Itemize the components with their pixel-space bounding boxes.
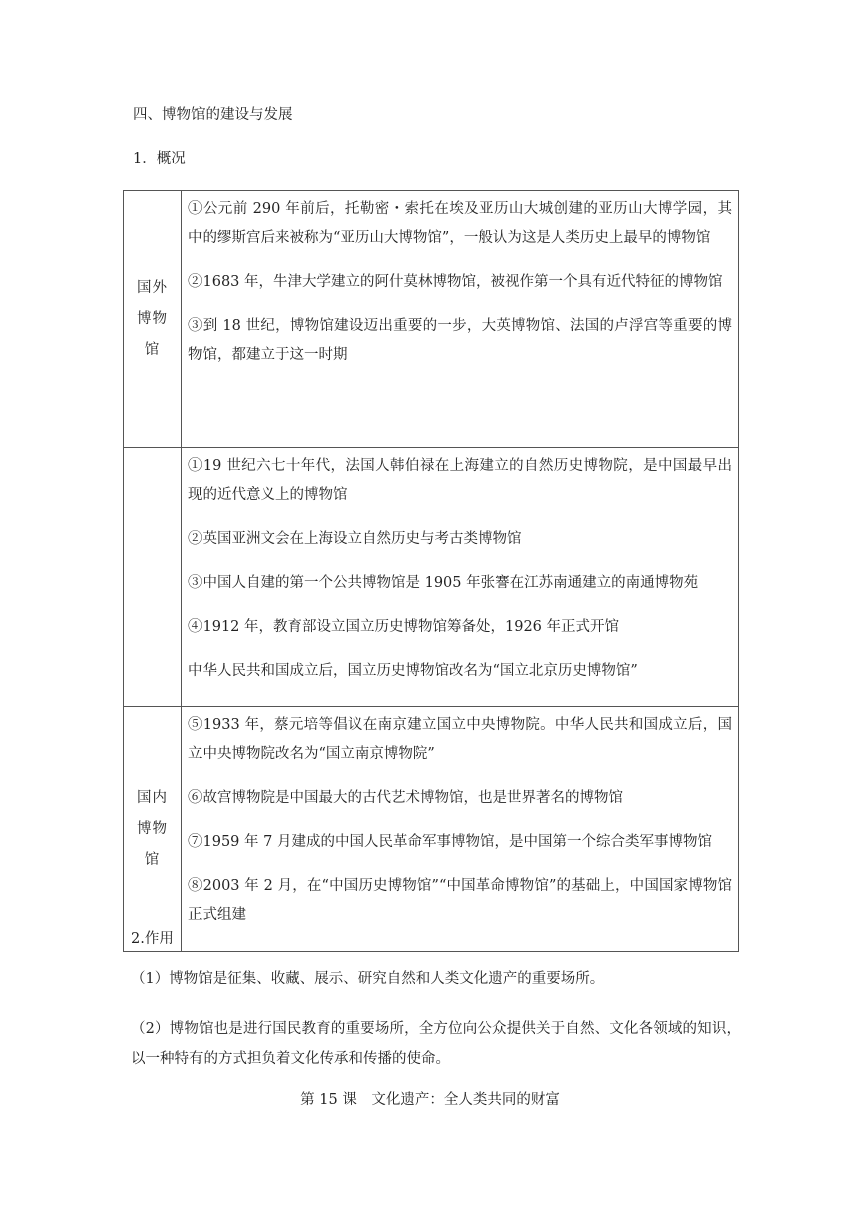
list-item: ⑥故宫博物院是中国最大的古代艺术博物馆，也是世界著名的博物馆 — [188, 790, 623, 806]
category-cell-foreign — [124, 191, 182, 448]
museum-table — [123, 190, 739, 952]
category-label-line: 博物 — [137, 820, 168, 837]
items-cell-domestic-2 — [182, 707, 739, 952]
category-label-line: 馆 — [144, 341, 161, 358]
table-row — [124, 448, 739, 707]
function-item: （1）博物馆是征集、收藏、展示、研究自然和人类文化遗产的重要场所。 — [131, 971, 605, 987]
category-label-line: 博物 — [137, 310, 168, 327]
section-heading: 四、博物馆的建设与发展 — [133, 107, 293, 123]
category-label-line: 国内 — [137, 789, 168, 806]
category-cell-domestic — [124, 707, 182, 952]
items-cell-foreign — [182, 191, 739, 448]
list-item: ⑦1959 年 7 月建成的中国人民革命军事博物馆，是中国第一个综合类军事博物馆 — [188, 834, 712, 850]
list-item: ⑤1933 年，蔡元培等倡议在南京建立国立中央博物院。中华人民共和国成立后，国立中央博物院改名为“国立南京博物院” — [188, 717, 732, 762]
table-row — [124, 191, 739, 448]
category-label-line: 国外 — [137, 279, 168, 296]
function-item: （2）博物馆也是进行国民教育的重要场所，全方位向公众提供关于自然、文化各领域的知识，以一种特有的方式担负着文化传承和传播的使命。 — [131, 1021, 741, 1067]
list-item: ①公元前 290 年前后，托勒密・索托在埃及亚历山大城创建的亚历山大博学园，其中的缪斯宫后来被称为“亚历山大博物馆”，一般认为这是人类历史上最早的博物馆 — [188, 201, 732, 246]
list-item: 中华人民共和国成立后，国立历史博物馆改名为“国立北京历史博物馆” — [188, 663, 638, 679]
category-cell-domestic-blank — [124, 448, 182, 707]
overview-title: 1．概况 — [133, 151, 186, 167]
list-item: ②1683 年，牛津大学建立的阿什莫林博物馆，被视作第一个具有近代特征的博物馆 — [188, 274, 723, 290]
list-item: ④1912 年，教育部设立国立历史博物馆筹备处，1926 年正式开馆 — [188, 619, 620, 635]
items-cell-domestic-1 — [182, 448, 739, 707]
list-item: ③中国人自建的第一个公共博物馆是 1905 年张謇在江苏南通建立的南通博物苑 — [188, 575, 699, 591]
list-item: ②英国亚洲文会在上海设立自然历史与考古类博物馆 — [188, 531, 522, 547]
table-row — [124, 707, 739, 952]
list-item: ③到 18 世纪，博物馆建设迈出重要的一步，大英博物馆、法国的卢浮宫等重要的博物馆，都建立于这一时期 — [188, 318, 732, 363]
function-title: 2.作用 — [131, 931, 174, 947]
list-item: ⑧2003 年 2 月，在“中国历史博物馆”“中国革命博物馆”的基础上，中国国家博物馆正式组建 — [188, 878, 732, 923]
category-label-line: 馆 — [144, 851, 161, 868]
page-footer: 第 15 课 文化遗产：全人类共同的财富 — [300, 1092, 560, 1108]
list-item: ①19 世纪六七十年代，法国人韩伯禄在上海建立的自然历史博物院，是中国最早出现的近代意义上的博物馆 — [188, 458, 732, 503]
